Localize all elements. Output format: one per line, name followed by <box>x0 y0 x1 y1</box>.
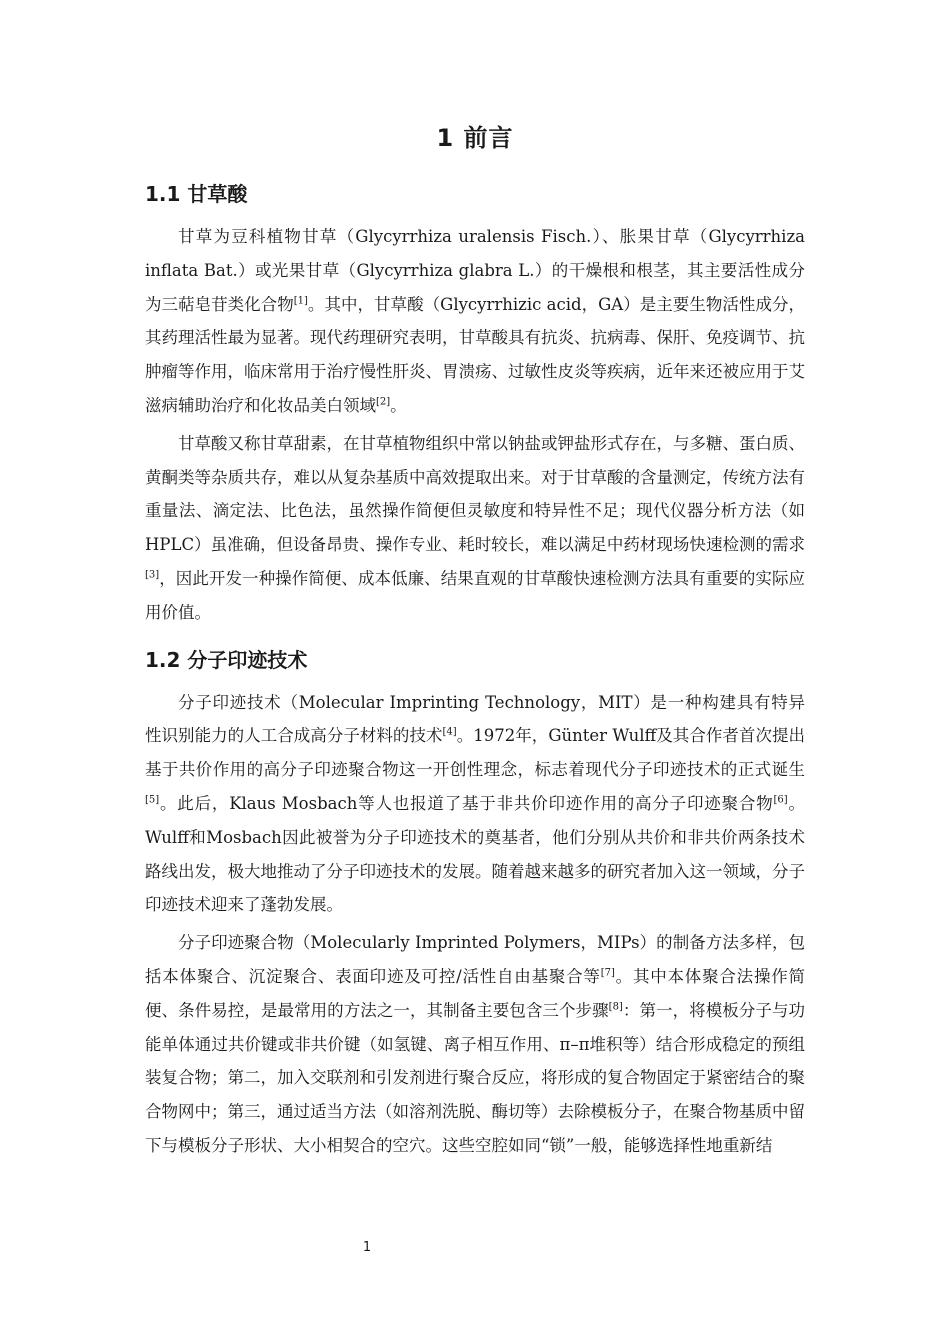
citation-ref[interactable]: [8] <box>608 1001 623 1013</box>
citation-ref[interactable]: [5] <box>145 794 160 806</box>
sections-container <box>145 174 805 1163</box>
body-paragraph <box>145 427 805 630</box>
section-heading: 1.2 分子印迹技术 <box>145 647 308 672</box>
text-run: 。1972年，Günter Wulff及其合作者首次提出基于共价作用的高分子印迹聚合物这一开创性理念，标志着现代分子印迹技术的正式诞生 <box>145 726 806 780</box>
page-number: 1 <box>362 1240 372 1255</box>
citation-ref[interactable]: [2] <box>376 396 391 408</box>
citation-ref[interactable]: [1] <box>293 295 308 307</box>
text-run: 分子印迹技术（Molecular Imprinting Technology，MIT）是一种构建具有特异性识别能力的人工合成高分子材料的技术 <box>145 692 805 746</box>
text-run: 甘草为豆科植物甘草（Glycyrrhiza uralensis Fisch.）、胀果甘草（Glycyrrhiza inflata Bat.）或光果甘草（Glycyrrhiza glabra L.）的干燥根和根茎，其主要活性成分为三萜皂苷类化合物 <box>145 227 805 314</box>
citation-ref[interactable]: [4] <box>442 726 457 738</box>
text-run: ：第一，将模板分子与功能单体通过共价键或非共价键（如氢键、离子相互作用、π–π堆积等）结合形成稳定的预组装复合物；第二，加入交联剂和引发剂进行聚合反应，将形成的复合物固定于紧密结合的聚合物网中；第三，通过适当方法（如溶剂洗脱、酶切等）去除模板分子，在聚合物基质中留下与模板分子形状、大小相契合的空穴。这些空腔如同“锁”一般，能够选择性地重新结 <box>145 1000 806 1155</box>
citation-ref[interactable]: [7] <box>600 967 615 979</box>
page-content <box>145 112 805 1167</box>
citation-ref[interactable]: [3] <box>145 569 160 581</box>
text-run: 。其中，甘草酸（Glycyrrhizic acid，GA）是主要生物活性成分，其药理活性最为显著。现代药理研究表明，甘草酸具有抗炎、抗病毒、保肝、免疫调节、抗肿瘤等作用，临床常用于治疗慢性肝炎、胃溃疡、过敏性皮炎等疾病，近年来还被应用于艾滋病辅助治疗和化妆品美白领域 <box>145 294 805 415</box>
text-run: 。Wulff和Mosbach因此被誉为分子印迹技术的奠基者，他们分别从共价和非共价两条技术路线出发，极大地推动了分子印迹技术的发展。随着越来越多的研究者加入这一领域，分子印迹技术迎来了蓬勃发展。 <box>145 793 806 915</box>
text-run: 分子印迹聚合物（Molecularly Imprinted Polymers，MIPs）的制备方法多样，包括本体聚合、沉淀聚合、表面印迹及可控/活性自由基聚合等 <box>145 933 805 986</box>
text-run: 。此后，Klaus Mosbach等人也报道了基于非共价印迹作用的高分子印迹聚合物 <box>159 793 774 813</box>
text-run: 。其中本体聚合法操作简便、条件易控，是最常用的方法之一，其制备主要包含三个步骤 <box>145 966 806 1020</box>
body-paragraph <box>145 686 805 923</box>
citation-ref[interactable]: [6] <box>773 794 788 806</box>
section-heading: 1.1 甘草酸 <box>145 182 248 206</box>
text-run: ，因此开发一种操作简便、成本低廉、结果直观的甘草酸快速检测方法具有重要的实际应用价值。 <box>145 568 805 622</box>
text-run: 。 <box>390 395 407 415</box>
text-run: 甘草酸又称甘草甜素，在甘草植物组织中常以钠盐或钾盐形式存在，与多糖、蛋白质、黄酮类等杂质共存，难以从复杂基质中高效提取出来。对于甘草酸的含量测定，传统方法有重量法、滴定法、比色法，虽然操作简便但灵敏度和特异性不足；现代仪器分析方法（如HPLC）虽准确，但设备昂贵、操作专业、耗时较长，难以满足中药材现场快速检测的需求 <box>145 433 805 555</box>
body-paragraph <box>145 926 805 1163</box>
body-paragraph <box>145 220 805 423</box>
chapter-title: 1 前言 <box>436 124 514 152</box>
